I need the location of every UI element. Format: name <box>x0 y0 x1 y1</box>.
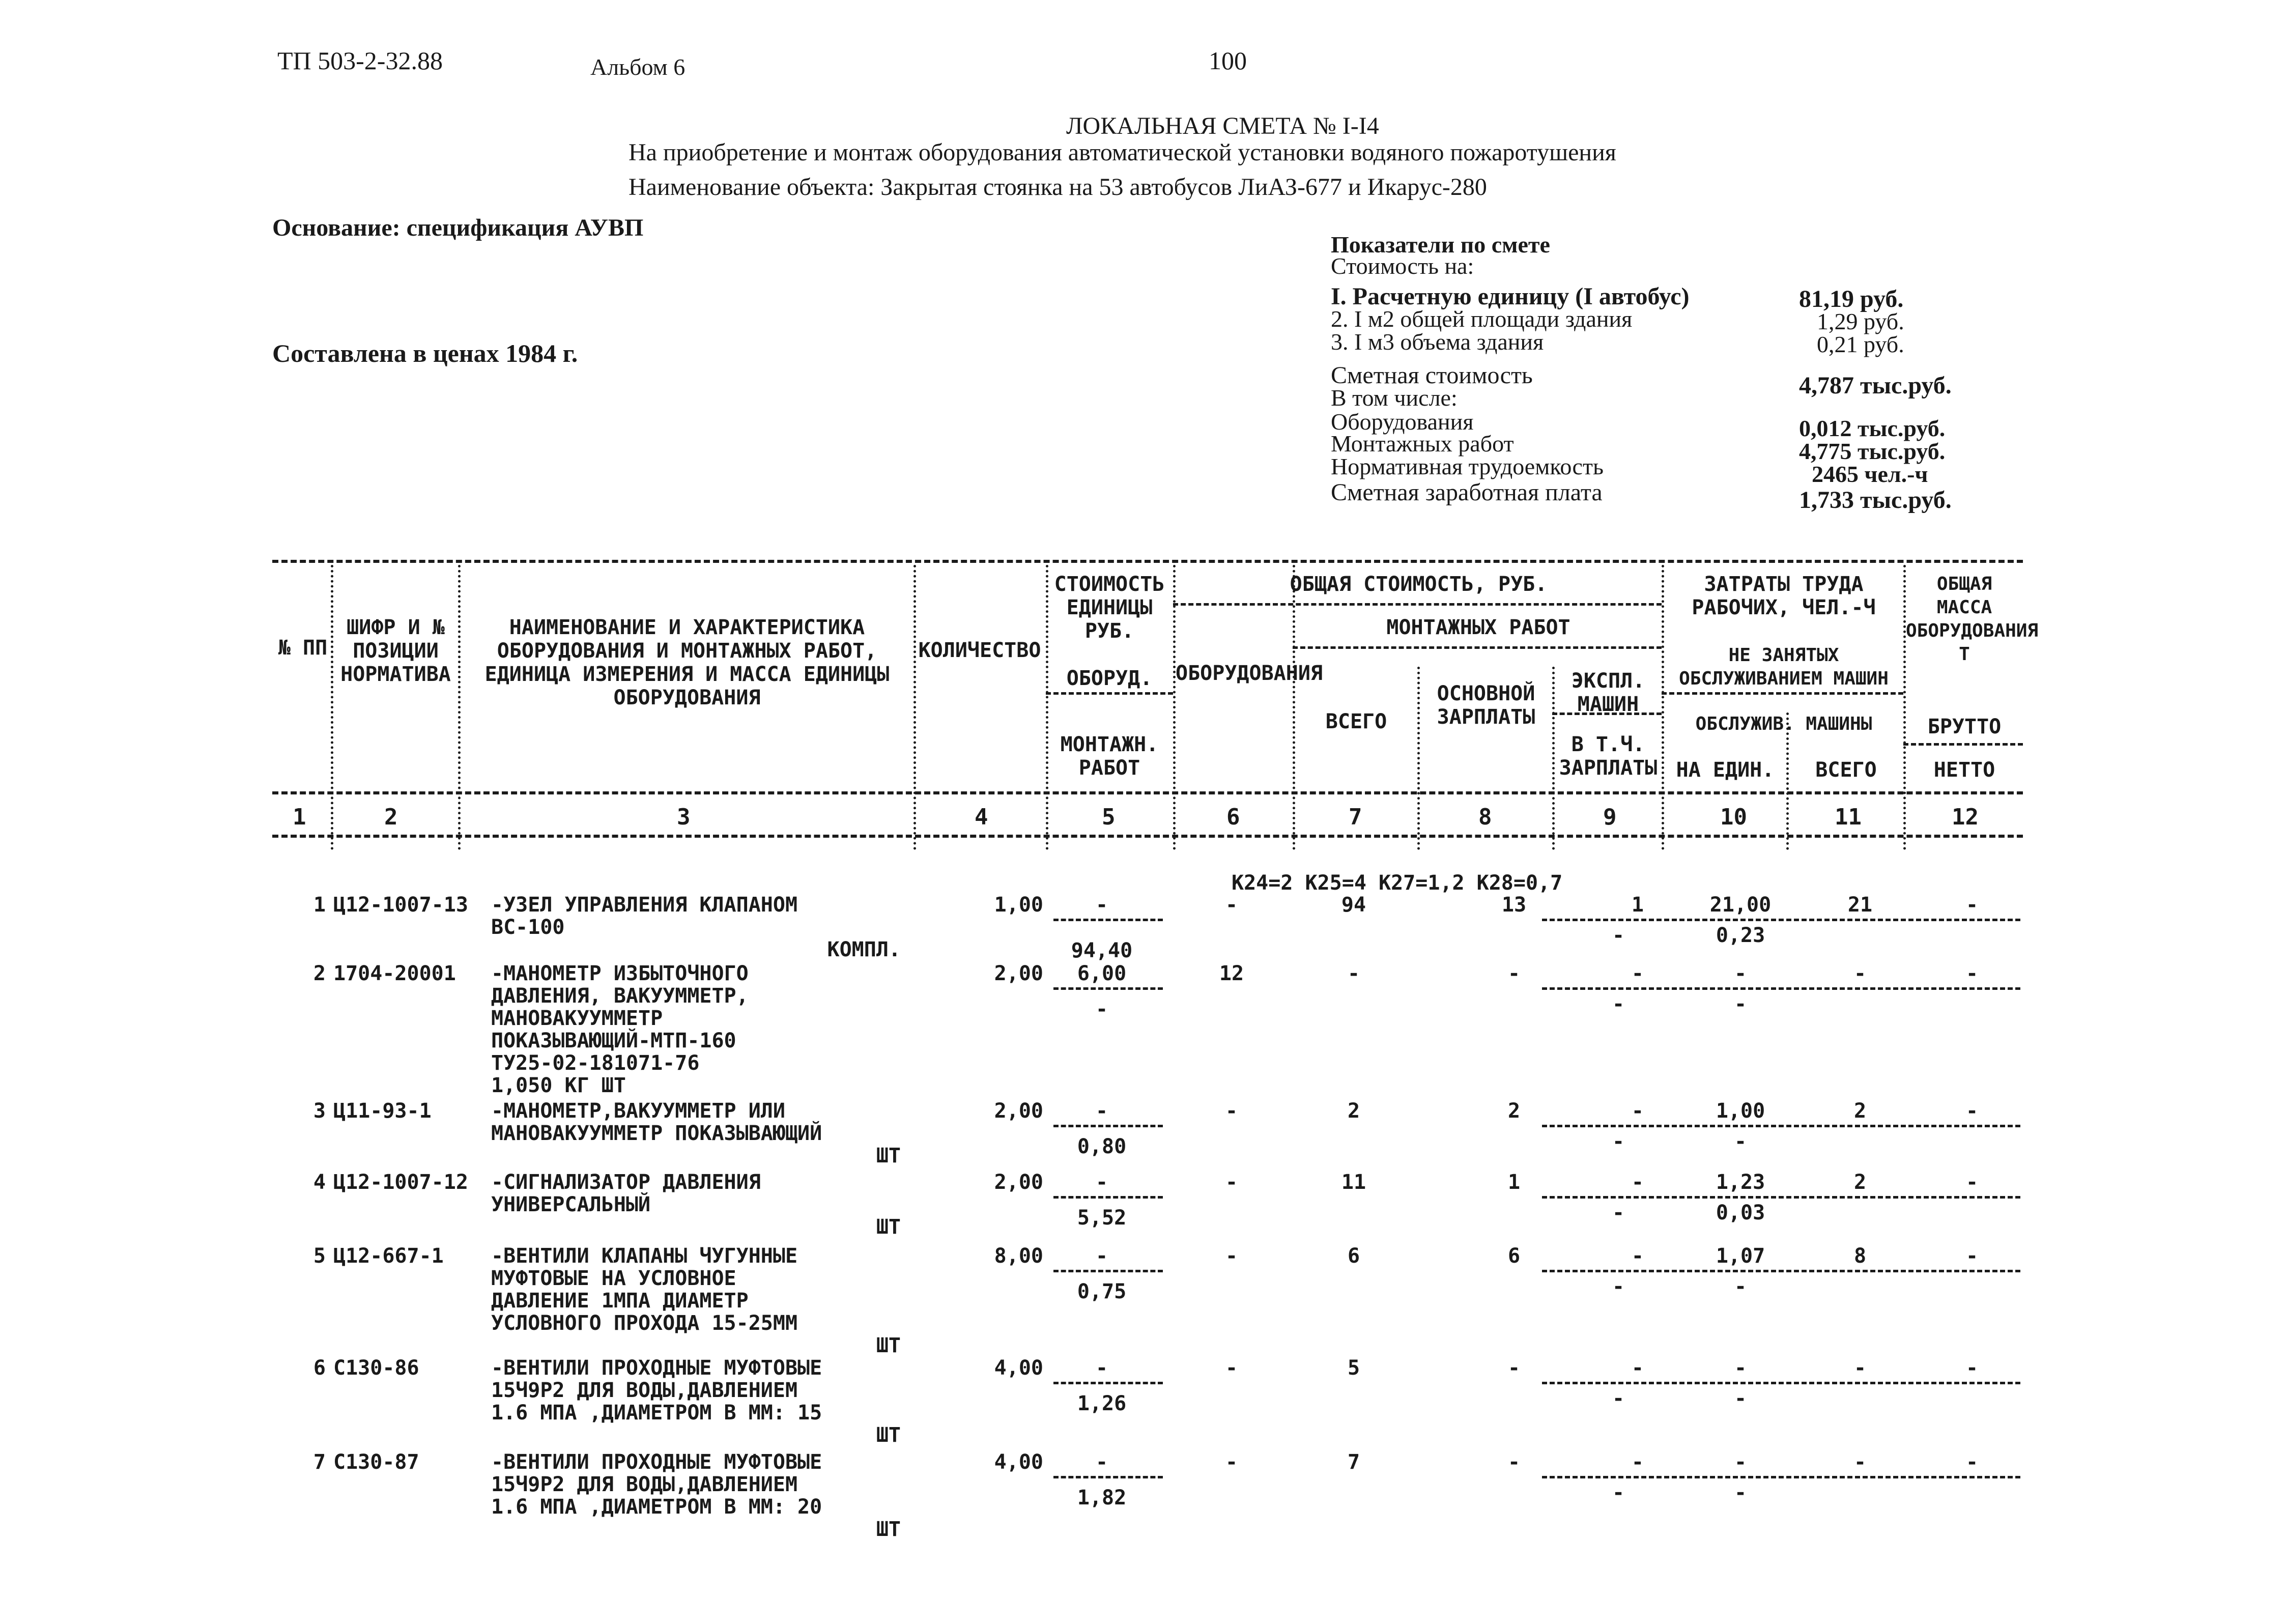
row-machines: - <box>1631 962 1644 985</box>
indicator-row-2-label: 2. I м2 общей площади здания <box>1331 306 1633 332</box>
row-number: 6 <box>313 1356 326 1380</box>
row-name-line: ДАВЛЕНИЯ, ВАКУУММЕТР, <box>491 984 749 1008</box>
row-name-line: ВС-100 <box>491 916 565 939</box>
row-quantity: 1,00 <box>994 893 1043 917</box>
equipment-value: 0,012 тыс.руб. <box>1799 415 1946 441</box>
row-machines: - <box>1631 1450 1644 1474</box>
estimate-title: ЛОКАЛЬНАЯ СМЕТА № I-I4 <box>1066 112 1379 139</box>
row-labor-total: 2 <box>1853 1099 1867 1123</box>
col-divider <box>913 565 916 850</box>
col-index: 7 <box>1349 804 1362 830</box>
estimate-cost-value: 4,787 тыс.руб. <box>1799 372 1952 399</box>
row-labor-unit: 1,07 <box>1716 1244 1765 1268</box>
header-col9a: ЭКСПЛ. МАШИН <box>1571 669 1645 716</box>
row-machines-wage: - <box>1612 1275 1625 1298</box>
row-code: С130-87 <box>333 1450 419 1474</box>
row-name-line: ШТ <box>876 1215 901 1239</box>
row-install-total: 6 <box>1347 1244 1360 1268</box>
row-labor-unit: - <box>1734 1356 1747 1380</box>
row-name-line: ШТ <box>876 1334 901 1357</box>
row-unit-equipment: - <box>1095 1356 1108 1380</box>
indicator-row-1-label: I. Расчетную единицу (I автобус) <box>1331 283 1690 310</box>
row-labor-machine: 0,03 <box>1716 1201 1765 1224</box>
header-col10: НА ЕДИН. <box>1676 758 1775 782</box>
row-labor-total: 21 <box>1847 893 1873 917</box>
header-col12b: НЕТТО <box>1933 758 1995 782</box>
row-labor-unit: 1,00 <box>1716 1099 1765 1123</box>
row-equipment-cost: - <box>1225 893 1238 917</box>
col-divider <box>1293 565 1295 850</box>
row-rule <box>1053 1196 1163 1199</box>
row-install-total: 5 <box>1347 1356 1360 1380</box>
row-rule <box>1053 919 1163 921</box>
col-divider <box>331 565 333 850</box>
row-rule <box>1542 1125 2020 1127</box>
row-mass: - <box>1965 1244 1979 1268</box>
row-rule <box>1053 1270 1163 1272</box>
indicators-cost-of: Стоимость на: <box>1331 253 1474 279</box>
row-rule <box>1053 987 1163 990</box>
col-index: 6 <box>1226 804 1240 830</box>
estimate-subject: На приобретение и монтаж оборудования автоматической установки водяного пожаротушения <box>629 139 1616 166</box>
row-machines-wage: - <box>1612 1481 1625 1504</box>
row-rule <box>1542 987 2020 990</box>
row-equipment-cost: - <box>1225 1356 1238 1380</box>
equipment-label: Оборудования <box>1331 409 1474 435</box>
row-name-line: -МАНОМЕТР ИЗБЫТОЧНОГО <box>491 962 749 985</box>
header-col3: НАИМЕНОВАНИЕ И ХАРАКТЕРИСТИКА ОБОРУДОВАНИЯ И МОНТАЖНЫХ РАБОТ, ЕДИНИЦА ИЗМЕРЕНИЯ И МАССА ЕДИНИЦЫ ОБОРУДОВАНИЯ <box>484 616 890 709</box>
row-name-line: УСЛОВНОГО ПРОХОДА 15-25ММ <box>491 1312 798 1335</box>
row-name-line: 1.6 МПА ,ДИАМЕТРОМ В ММ: 20 <box>491 1495 822 1519</box>
row-code: Ц12-1007-12 <box>333 1171 468 1194</box>
row-unit-equipment: - <box>1095 1450 1108 1474</box>
row-name-line: -СИГНАЛИЗАТОР ДАВЛЕНИЯ <box>491 1171 761 1194</box>
row-name-line: -МАНОМЕТР,ВАКУУММЕТР ИЛИ <box>491 1099 785 1123</box>
row-labor-total: 8 <box>1853 1244 1867 1268</box>
row-mass: - <box>1965 1171 1979 1194</box>
row-name-line: 15Ч9Р2 ДЛЯ ВОДЫ,ДАВЛЕНИЕМ <box>491 1379 798 1402</box>
row-number: 2 <box>313 962 326 985</box>
row-quantity: 2,00 <box>994 1171 1043 1194</box>
row-machines: - <box>1631 1356 1644 1380</box>
row-labor-machine: - <box>1734 1387 1747 1410</box>
header-col11: ВСЕГО <box>1815 758 1877 782</box>
row-code: 1704-20001 <box>333 962 456 985</box>
row-code: С130-86 <box>333 1356 419 1380</box>
row-name-line: -УЗЕЛ УПРАВЛЕНИЯ КЛАПАНОМ <box>491 893 798 917</box>
row-mass: - <box>1965 962 1979 985</box>
page-number: 100 <box>1209 46 1247 75</box>
col-index: 8 <box>1478 804 1492 830</box>
row-name-line: ШТ <box>876 1144 901 1167</box>
row-name-line: МУФТОВЫЕ НА УСЛОВНОЕ <box>491 1267 736 1290</box>
row-labor-total: - <box>1853 1450 1867 1474</box>
row-install-total: 94 <box>1341 893 1366 917</box>
row-rule <box>1542 1196 2020 1199</box>
col-index: 12 <box>1952 804 1979 830</box>
row-equipment-cost: 12 <box>1219 962 1244 985</box>
object-name: Наименование объекта: Закрытая стоянка на 53 автобусов ЛиАЗ-677 и Икарус-280 <box>629 174 1487 201</box>
header-labor-sub: НЕ ЗАНЯТЫХ ОБСЛУЖИВАНИЕМ МАШИН <box>1679 645 1889 689</box>
price-base: Составлена в ценах 1984 г. <box>272 339 578 367</box>
row-name-line: МАНОВАКУУММЕТР <box>491 1007 663 1030</box>
row-machines-wage: - <box>1612 1130 1625 1153</box>
row-quantity: 4,00 <box>994 1450 1043 1474</box>
row-name-line: 1,050 КГ ШТ <box>491 1074 626 1097</box>
row-base-wage: 1 <box>1507 1171 1521 1194</box>
header-total-cost: ОБЩАЯ СТОИМОСТЬ, РУБ. <box>1290 573 1548 596</box>
row-unit-install: 1,82 <box>1077 1486 1127 1509</box>
row-machines-wage: - <box>1612 1387 1625 1410</box>
row-rule <box>1053 1476 1163 1478</box>
wage-value: 1,733 тыс.руб. <box>1799 487 1952 514</box>
row-unit-equipment: - <box>1095 1099 1108 1123</box>
col-divider <box>458 565 461 850</box>
row-labor-unit: - <box>1734 1450 1747 1474</box>
row-unit-install: 94,40 <box>1071 939 1133 962</box>
row-number: 3 <box>313 1099 326 1123</box>
row-name-line: ПОКАЗЫВАЮЩИЙ-МТП-160 <box>491 1029 736 1052</box>
row-machines-wage: - <box>1612 1201 1625 1224</box>
row-unit-install: 0,80 <box>1077 1135 1127 1158</box>
row-number: 4 <box>313 1171 326 1194</box>
header-install-works: МОНТАЖНЫХ РАБОТ <box>1386 616 1570 639</box>
header-col4: КОЛИЧЕСТВО <box>918 639 1041 662</box>
row-unit-install: - <box>1095 998 1108 1021</box>
row-name-line: ШТ <box>876 1518 901 1541</box>
row-unit-install: 1,26 <box>1077 1392 1127 1415</box>
row-unit-equipment: - <box>1095 1171 1108 1194</box>
header-subrule <box>1903 743 2023 746</box>
document-code: ТП 503-2-32.88 <box>277 46 443 75</box>
row-code: Ц12-667-1 <box>333 1244 444 1268</box>
header-labor: ЗАТРАТЫ ТРУДА РАБОЧИХ, ЧЕЛ.-Ч <box>1692 573 1876 619</box>
header-col6: ОБОРУДОВАНИЯ <box>1176 662 1323 685</box>
coefficients: К24=2 К25=4 К27=1,2 К28=0,7 <box>1232 871 1563 895</box>
row-mass: - <box>1965 1356 1979 1380</box>
indicator-row-1-value: 81,19 руб. <box>1799 286 1904 312</box>
row-rule <box>1542 1382 2020 1384</box>
row-install-total: 2 <box>1347 1099 1360 1123</box>
install-value: 4,775 тыс.руб. <box>1799 438 1946 464</box>
col-index: 11 <box>1835 804 1862 830</box>
row-name-line: ШТ <box>876 1423 901 1447</box>
header-col9b: В Т.Ч. ЗАРПЛАТЫ <box>1559 733 1658 780</box>
album-label: Альбом 6 <box>590 54 685 80</box>
row-rule <box>1542 919 2020 921</box>
row-name-line: ДАВЛЕНИЕ 1МПА ДИАМЕТР <box>491 1289 749 1313</box>
col-index: 2 <box>384 804 398 830</box>
header-mass: ОБЩАЯ МАССА ОБОРУДОВАНИЯ Т <box>1906 574 2039 665</box>
row-name-line: -ВЕНТИЛИ ПРОХОДНЫЕ МУФТОВЫЕ <box>491 1356 822 1380</box>
header-col5c: МОНТАЖН. РАБОТ <box>1060 733 1159 780</box>
indicators-block <box>1331 234 1550 277</box>
row-install-total: 7 <box>1347 1450 1360 1474</box>
row-rule <box>1542 1270 2020 1272</box>
header-col5b: ОБОРУД. <box>1066 667 1153 690</box>
including-label: В том числе: <box>1331 385 1458 411</box>
col-index: 4 <box>975 804 988 830</box>
row-machines: - <box>1631 1244 1644 1268</box>
basis: Основание: спецификация АУВП <box>272 214 644 241</box>
row-rule <box>1053 1125 1163 1127</box>
header-col5a: СТОИМОСТЬ ЕДИНИЦЫ РУБ. <box>1054 573 1165 643</box>
row-mass: - <box>1965 1099 1979 1123</box>
row-rule <box>1542 1476 2020 1478</box>
row-install-total: - <box>1347 962 1360 985</box>
row-base-wage: 13 <box>1501 893 1527 917</box>
indicator-row-2-value: 1,29 руб. <box>1817 308 1904 334</box>
header-col8: ОСНОВНОЙ ЗАРПЛАТЫ <box>1437 682 1535 729</box>
row-code: Ц12-1007-13 <box>333 893 468 917</box>
row-base-wage: 2 <box>1507 1099 1521 1123</box>
header-col2: ШИФР И № ПОЗИЦИИ НОРМАТИВА <box>340 616 451 686</box>
indicators-heading: Показатели по смете <box>1331 232 1550 258</box>
row-labor-machine: 0,23 <box>1716 924 1765 947</box>
row-code: Ц11-93-1 <box>333 1099 432 1123</box>
row-labor-total: 2 <box>1853 1171 1867 1194</box>
row-equipment-cost: - <box>1225 1450 1238 1474</box>
table-top-rule <box>272 560 2023 563</box>
row-unit-equipment: - <box>1095 1244 1108 1268</box>
col-index: 10 <box>1720 804 1747 830</box>
indicator-row-3-label: 3. I м3 объема здания <box>1331 329 1544 355</box>
row-base-wage: - <box>1507 962 1521 985</box>
row-name-line: -ВЕНТИЛИ ПРОХОДНЫЕ МУФТОВЫЕ <box>491 1450 822 1474</box>
row-quantity: 2,00 <box>994 1099 1043 1123</box>
header-col7: ВСЕГО <box>1325 710 1387 733</box>
row-mass: - <box>1965 1450 1979 1474</box>
row-machines-wage: - <box>1612 992 1625 1016</box>
labor-value: 2465 чел.-ч <box>1812 461 1928 487</box>
wage-label: Сметная заработная плата <box>1331 479 1603 506</box>
row-machines: - <box>1631 1099 1644 1123</box>
estimate-cost-label: Сметная стоимость <box>1331 362 1533 389</box>
header-col1: № ПП <box>278 636 328 660</box>
row-labor-machine: - <box>1734 1275 1747 1298</box>
row-unit-install: 5,52 <box>1077 1206 1127 1230</box>
row-number: 5 <box>313 1244 326 1268</box>
row-machines: 1 <box>1631 893 1644 917</box>
row-equipment-cost: - <box>1225 1099 1238 1123</box>
row-unit-install: 0,75 <box>1077 1280 1127 1303</box>
row-labor-machine: - <box>1734 992 1747 1016</box>
table-index-top-rule <box>272 791 2023 794</box>
row-unit-equipment: 6,00 <box>1077 962 1127 985</box>
row-quantity: 4,00 <box>994 1356 1043 1380</box>
row-equipment-cost: - <box>1225 1244 1238 1268</box>
row-quantity: 8,00 <box>994 1244 1043 1268</box>
row-equipment-cost: - <box>1225 1171 1238 1194</box>
row-unit-equipment: - <box>1095 893 1108 917</box>
row-base-wage: - <box>1507 1450 1521 1474</box>
install-label: Монтажных работ <box>1331 431 1514 457</box>
header-subrule <box>1662 692 1903 695</box>
row-base-wage: 6 <box>1507 1244 1521 1268</box>
row-name-line: УНИВЕРСАЛЬНЫЙ <box>491 1193 651 1216</box>
row-machines-wage: - <box>1612 924 1625 947</box>
col-index: 5 <box>1102 804 1116 830</box>
row-name-line: 1.6 МПА ,ДИАМЕТРОМ В ММ: 15 <box>491 1401 822 1424</box>
row-labor-unit: - <box>1734 962 1747 985</box>
row-labor-machine: - <box>1734 1481 1747 1504</box>
header-col12a: БРУТТО <box>1927 715 2002 738</box>
row-labor-total: - <box>1853 1356 1867 1380</box>
header-subrule <box>1046 692 1173 695</box>
row-rule <box>1053 1382 1163 1384</box>
row-name-line: КОМПЛ. <box>827 938 901 961</box>
col-index: 3 <box>677 804 691 830</box>
row-base-wage: - <box>1507 1356 1521 1380</box>
row-number: 7 <box>313 1450 326 1474</box>
row-install-total: 11 <box>1341 1171 1366 1194</box>
col-divider <box>1173 565 1176 850</box>
header-subrule <box>1293 646 1662 649</box>
row-number: 1 <box>313 893 326 917</box>
row-labor-machine: - <box>1734 1130 1747 1153</box>
col-index: 1 <box>293 804 306 830</box>
row-mass: - <box>1965 893 1979 917</box>
row-name-line: МАНОВАКУУММЕТР ПОКАЗЫВАЮЩИЙ <box>491 1122 822 1145</box>
row-quantity: 2,00 <box>994 962 1043 985</box>
row-machines: - <box>1631 1171 1644 1194</box>
row-name-line: -ВЕНТИЛИ КЛАПАНЫ ЧУГУННЫЕ <box>491 1244 798 1268</box>
table-index-bottom-rule <box>272 835 2023 838</box>
labor-label: Нормативная трудоемкость <box>1331 453 1604 479</box>
header-labor-sub2: ОБСЛУЖИВ. МАШИНЫ <box>1695 714 1872 734</box>
col-index: 9 <box>1603 804 1617 830</box>
row-name-line: 15Ч9Р2 ДЛЯ ВОДЫ,ДАВЛЕНИЕМ <box>491 1473 798 1496</box>
row-labor-unit: 21,00 <box>1709 893 1772 917</box>
row-labor-total: - <box>1853 962 1867 985</box>
indicator-row-3-value: 0,21 руб. <box>1817 331 1904 357</box>
row-labor-unit: 1,23 <box>1716 1171 1765 1194</box>
row-name-line: ТУ25-02-181071-76 <box>491 1051 700 1075</box>
header-subrule <box>1173 603 1662 606</box>
